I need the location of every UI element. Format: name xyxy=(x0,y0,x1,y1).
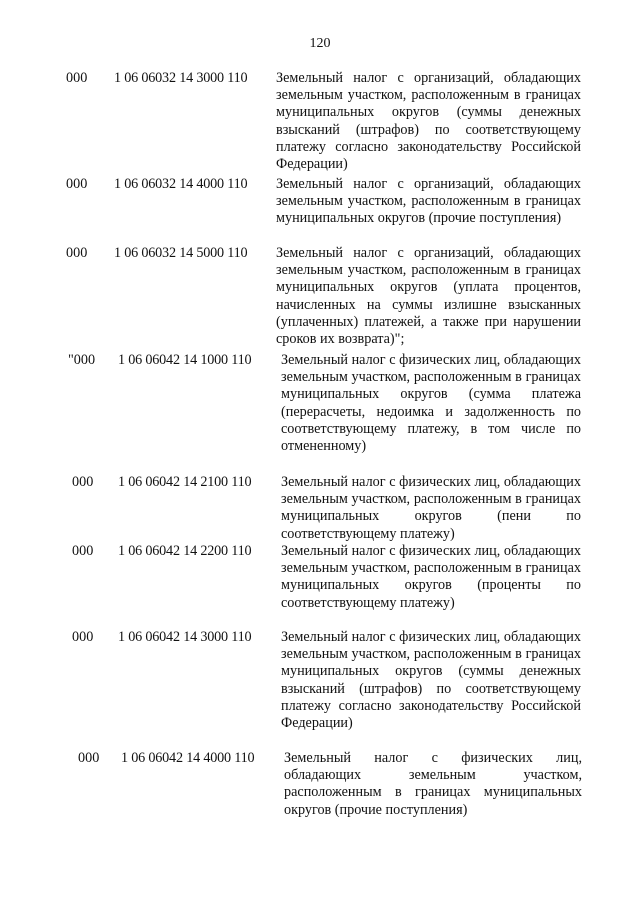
revenue-description: Земельный налог с организаций, обладающих земельным участком, расположенным в границах муниципальных округов (прочие поступления) xyxy=(276,176,581,227)
revenue-description: Земельный налог с организаций, обладающих земельным участком, расположенным в границах муниципальных округов (уплата процентов, начисленных на суммы излишне взысканных (уплаченных) платежей, а также при нарушении сроков их возврата)"; xyxy=(276,245,581,348)
admin-code: 000 xyxy=(72,543,94,559)
admin-code: 000 xyxy=(66,70,88,86)
budget-classification-code: 1 06 06032 14 5000 110 xyxy=(114,245,248,261)
budget-classification-code: 1 06 06042 14 1000 110 xyxy=(118,352,252,368)
budget-classification-code: 1 06 06042 14 4000 110 xyxy=(121,750,255,766)
admin-code: 000 xyxy=(66,176,88,192)
page-number: 120 xyxy=(309,36,331,51)
revenue-description: Земельный налог с физических лиц, обладающих земельным участком, расположенным в границах муниципальных округов (суммы денежных взысканий (штрафов) по соответствующему платежу согласно законодательству Российской Федерации) xyxy=(281,629,581,732)
admin-code: 000 xyxy=(72,629,94,645)
admin-code: 000 xyxy=(78,750,100,766)
budget-classification-code: 1 06 06042 14 3000 110 xyxy=(118,629,252,645)
revenue-description: Земельный налог с физических лиц, обладающих земельным участком, расположенным в границах муниципальных округов (пени по соответствующему платежу) xyxy=(281,474,581,542)
budget-classification-code: 1 06 06032 14 3000 110 xyxy=(114,70,248,86)
revenue-description: Земельный налог с физических лиц, обладающих земельным участком, расположенным в границах муниципальных округов (проценты по соответствующему платежу) xyxy=(281,543,581,611)
budget-classification-code: 1 06 06042 14 2100 110 xyxy=(118,474,252,490)
admin-code: "000 xyxy=(68,352,96,368)
budget-classification-code: 1 06 06032 14 4000 110 xyxy=(114,176,248,192)
admin-code: 000 xyxy=(66,245,88,261)
revenue-description: Земельный налог с организаций, обладающих земельным участком, расположенным в границах муниципальных округов (суммы денежных взысканий (штрафов) по соответствующему платежу согласно законодательству Российской Федерации) xyxy=(276,70,581,173)
admin-code: 000 xyxy=(72,474,94,490)
revenue-description: Земельный налог с физических лиц, обладающих земельным участком, расположенным в границах муниципальных округов (сумма платежа (перерасчеты, недоимка и задолженность по соответствующему платежу, в том числе по отмененному) xyxy=(281,352,581,455)
budget-classification-code: 1 06 06042 14 2200 110 xyxy=(118,543,252,559)
revenue-description: Земельный налог с физических лиц, обладающих земельным участком, расположенным в границах муниципальных округов (прочие поступления) xyxy=(284,750,582,818)
